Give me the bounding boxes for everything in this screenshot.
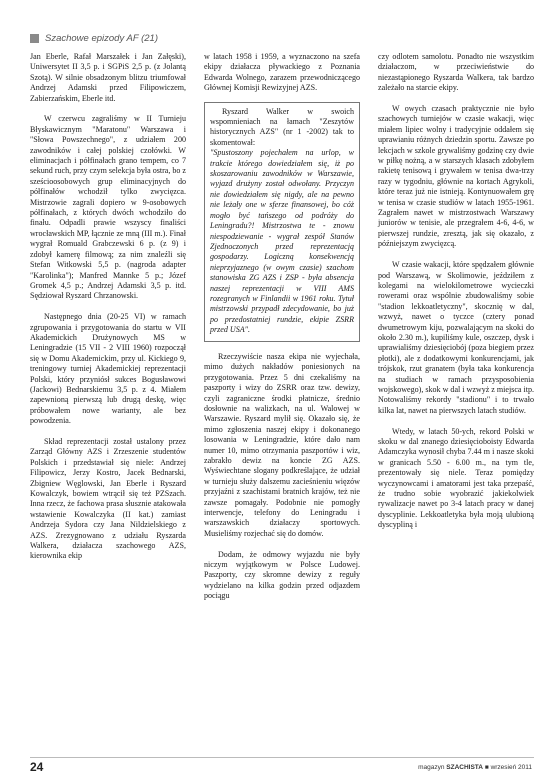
paragraph: Jan Eberle, Rafał Marszałek i Jan Załęski), Uniwersytet II 3,5 p. i SGPiS 2,5 p. (z Jolantą Szotą). W silnie obsadzonym blitzu triumfował Andrzej Adamski przed Filipowiczem, Zabierzańskim, Eberle itd.: [30, 52, 186, 103]
quote-text: "Spustoszony pojechałem na urlop, w trakcie którego dowiedziałem się, iż po skoszarowaniu zawodników w Warszawie, wyjazd drużyny został odwołany. Przyczyn nie dowiedziałem się nigdy, ale na pewno nie leżały one w sferze finansowej, bo cóż mogło być tańszego od podróży do Leningradu?! Mistrzostwa te - znowu niespodziewanie - wygrał zespół Stanów Zjednoczonych przed reprezentacją gospodarzy. Logiczną konsekwencją nieprzyjaznego (w owym czasie) szachom stanowiska ZG AZS i ZSP - była absencja naszej reprezentacji w VIII AMS rozegranych w Finlandii w 1961 roku. Tytuł mistrzowski przypadł zdecydowanie, bo już po przedostatniej rundzie, ekipie ZSRR przed USA".: [210, 148, 354, 335]
page-header: [30, 31, 158, 45]
quote-box: [204, 102, 360, 342]
paragraph: Rzeczywiście nasza ekipa nie wyjechała, mimo dużych nakładów poniesionych na przygotowania. Przez 5 dni czekaliśmy na paszporty i wizy do ZSRR oraz tzw. dewizy, czyli zagraniczne środki płatnicze, średnio dosłownie na walizkach, na ul. Walowej w Warszawie. Ryszard mylił się. Okazało się, że mimo zgłoszenia naszej ekipy i dokonanego losowania w Leningradzie, które dało nam numer 10, mimo otrzymania paszportów i wiz, zabrakło dewiz na koncie ZG AZS. Wyświechtane slogany podkreślające, że udział w turnieju służy dalszemu zacieśnieniu więzów przyjaźni z szachistami bratnich krajów, też nie zawsze pomagały. Podobnie nie pomogły interwencje, telefony do Leningradu i warszawskich działaczy sportowych. Musieliśmy rozjechać się do domów.: [204, 351, 360, 538]
column-2: [204, 52, 360, 742]
paragraph: Dodam, że odmowy wyjazdu nie były niczym wyjątkowym w Polsce Ludowej. Paszporty, czy skromne dewizy z reguły wydzielano na kilka godzin przed odjazdem pociągu: [204, 549, 360, 601]
footer-separator: ■: [484, 764, 489, 771]
header-title: Szachowe epizody AF (21): [45, 32, 159, 44]
paragraph: Skład reprezentacji został ustalony przez Zarząd Główny AZS i Zrzeszenie studentów Polskich i przedstawiał się niele: Andrzej Filipowicz, Jerzy Kostro, Jacek Bednarski, Zbigniew Węglowski, Jan Eberle i Ryszard Kowalczyk, bowiem wtrącił się też PZSzach. Inna rzecz, że fachowa prasa słusznie atakowała wstawienie Kowalczyka (II kat.) zamiast Andrzeja Sydora czy Jana Nildzielskiego z AZS. Zrezygnowano z udziału Ryszarda Walkera, działacza szachowego AZS, kierownika ekip: [30, 436, 186, 561]
article-columns: [30, 52, 534, 742]
paragraph: Następnego dnia (20-25 VI) w ramach zgrupowania i przygotowania do startu w VII Akademickich Drużynowych MS w Leningradzie (15 VII - 2 VIII 1960) rozpoczął się w Domu Akademickim, przy ul. Kickiego 9, treningowy turniej Akademickiej reprezentacji Polski, który przyniósł sukces Bogusławowi (Jackowi) Bednarskiemu 3,5 p. z 4. Miałem zapewnioną pierwszą lub drugą deskę, więc próbowałem nowe warianty, ale bez powodzenia.: [30, 312, 186, 426]
magazine-name: SZACHISTA: [446, 764, 483, 771]
paragraph: czy odlotem samolotu. Ponadto nie wszystkim działaczom, w przeciwieństwie do niezastąpionego Ryszarda Walkera, tak bardzo zależało na starcie ekipy.: [378, 52, 534, 93]
paragraph: W czasie wakacji, które spędzałem głównie pod Warszawą, w Skolimowie, jeździłem z kolegami na wielokilometrowe wycieczki rowerami oraz wspólnie zbudowaliśmy sobie "stadion lekkoatletyczny", skocznię w dal, wzwyż, nawet o tyczce (cztery ponad dwumetrowym kiju, pozwalającym na skoki do około 2.30 m.), kupiliśmy kule, oszczep, dysk i uprawialiśmy dziesięciobój (poza biegiem przez płotki), ale z dodatkowymi konkurencjami, jak trójskok, rzut granatem (była taka konkurencja na studiach w ramach przysposobienia wojskowego), skok w dal i wzwyż z miejsca itp. Notowaliśmy rekordy "stadionu" i to trwało kilka lat, nawet na pierwszych latach studiów.: [378, 260, 534, 415]
paragraph: W owych czasach praktycznie nie było szachowych turniejów w czasie wakacji, więc miałem lipiec wolny i tradycyjnie oddałem się uprawianiu różnych dziedzin sportu. Zawsze po lekcjach w szkole grywaliśmy godzinę czy dwie w piłkę nożną, a w starszych klasach zdobyłem rakietę tenisową i grywałem w tenisa dwa-trzy razy w tygodniu, głównie na kortach Agrykoli, które teraz już nie istnieją. Kontynuowałem grę w tenisa w czasie studiów w latach 1955-1961. Zagrałem nawet w mistrzostwach Warszawy juniorów w tenisie, ale przegrałem 4-6, 4-6, w pierwszej rundzie, zresztą, jak się okazało, z późniejszym zwycięzcą.: [378, 104, 534, 249]
page-number: 24: [30, 760, 44, 774]
magazine-prefix: magazyn: [418, 764, 445, 771]
column-1: [30, 52, 186, 742]
quote-intro: Ryszard Walker w swoich wspomnieniach na łamach "Zeszytów historycznych AZS" (nr 1 -2002) tak to skomentował:: [210, 106, 354, 147]
magazine-footer: [418, 764, 532, 771]
paragraph: w latach 1958 i 1959, a wyznaczono na szefa ekipy działacza pływackiego z Poznania Edwarda Wolnego, zarazem przewodniczącego Głównej Komisji Rewizyjnej AZS.: [204, 52, 360, 93]
paragraph: W czerwcu zagraliśmy w II Turnieju Błyskawicznym "Maratonu" Warszawa i "Słowa Powszechnego", z udziałem 200 zawodników i całej polskiej czołówki. W eliminacjach i półfinałach grano tempem, co 7 sekund ruch, przy czym selekcja była ostra, bo z sześcioosobowych grup eliminacyjnych do półfinałów wchodził tylko zwycięzca. Mistrzowie zagrali dopiero w 9-osobowych półfinałach, z których dwóch wchodziło do finału. Odpadli prawie wszyscy finaliści wrocławskich MP, łącznie ze mną (III m.). Finał wygrał Romuald Grabczewski 6 p. (z 9) i zdobył kamerę filmową; za nim znaleźli się Stefan Witkowski 5,5 p. (nagroda adapter "Karolinka"); Manfred Mannke 5 p.; Józef Gromek 4,5 p.; Andrzej Adamski 3,5 p. itd. Sędziował Ryszard Chrzanowski.: [30, 114, 186, 301]
footer-divider: [30, 757, 534, 758]
column-3: [378, 52, 534, 742]
header-square-icon: [30, 34, 39, 43]
magazine-issue: wrzesień 2011: [490, 764, 532, 771]
paragraph: Wtedy, w latach 50-ych, rekord Polski w skoku w dal znanego dziesięcioboisty Edwarda Adamczyka wynosił chyba 7.44 m i nasze skoki w granicach 5.50 - 6.00 m., na tym tle, prezentowały się niele. Teraz pomiędzy wyczynowcami i amatorami jest taka przepaść, że trudno sobie wyobrazić jakiekolwiek rywalizacje nawet po 3-4 latach pracy w danej dyscyplinie. Lekkoatletyka była moją ulubioną dyscypliną i: [378, 426, 534, 530]
